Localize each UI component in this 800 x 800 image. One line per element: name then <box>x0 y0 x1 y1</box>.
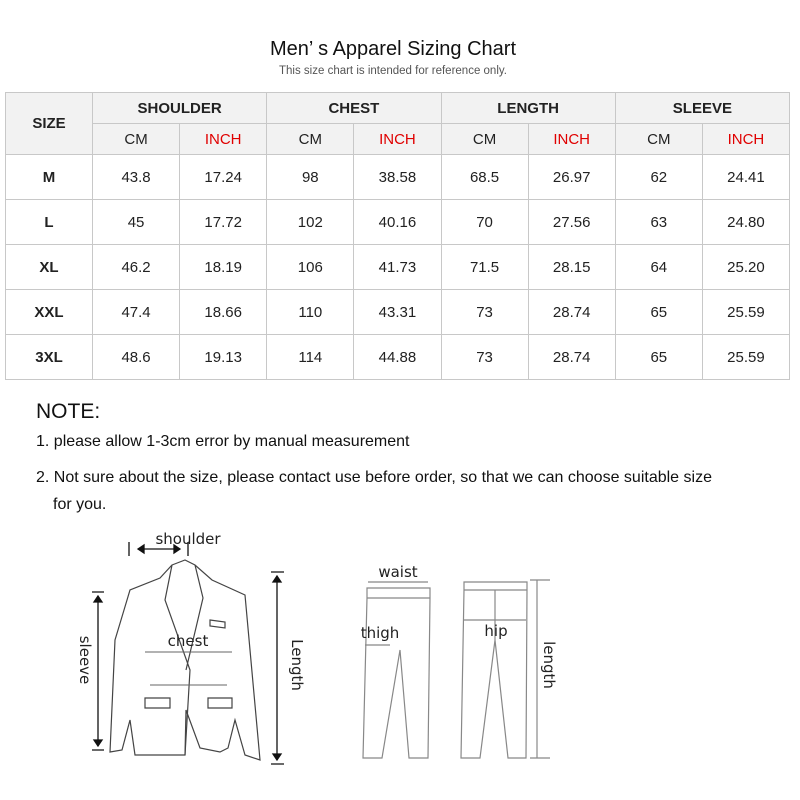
value-cell: 73 <box>441 335 528 380</box>
unit-header: CM <box>615 124 702 155</box>
note-item: 1. please allow 1-3cm error by manual measurement <box>36 433 410 450</box>
note-heading: NOTE: <box>36 400 101 423</box>
value-cell: 17.24 <box>180 155 267 200</box>
value-cell: 110 <box>267 290 354 335</box>
table-row <box>6 335 790 380</box>
label-length-jacket: Length <box>288 639 306 691</box>
label-shoulder: shoulder <box>155 530 221 548</box>
value-cell: 24.80 <box>702 200 789 245</box>
table-row <box>6 200 790 245</box>
value-cell: 68.5 <box>441 155 528 200</box>
label-length-pants: length <box>540 641 558 689</box>
value-cell: 17.72 <box>180 200 267 245</box>
table-row <box>6 155 790 200</box>
label-thigh: thigh <box>360 624 400 642</box>
group-header: SHOULDER <box>93 93 267 124</box>
value-cell: 25.59 <box>702 335 789 380</box>
value-cell: 44.88 <box>354 335 441 380</box>
unit-header: INCH <box>528 124 615 155</box>
value-cell: 43.8 <box>93 155 180 200</box>
page-title: Men’ s Apparel Sizing Chart <box>269 38 517 60</box>
label-waist: waist <box>378 563 418 581</box>
value-cell: 48.6 <box>93 335 180 380</box>
value-cell: 43.31 <box>354 290 441 335</box>
size-table <box>5 92 790 380</box>
value-cell: 40.16 <box>354 200 441 245</box>
value-cell: 106 <box>267 245 354 290</box>
value-cell: 46.2 <box>93 245 180 290</box>
pants-back-drawing <box>461 580 550 758</box>
value-cell: 64 <box>615 245 702 290</box>
label-sleeve: sleeve <box>76 635 94 685</box>
value-cell: 18.66 <box>180 290 267 335</box>
value-cell: 65 <box>615 335 702 380</box>
note-item: for you. <box>53 496 107 513</box>
value-cell: 114 <box>267 335 354 380</box>
size-cell: XL <box>6 245 93 290</box>
pants-front-drawing <box>360 582 430 758</box>
unit-header: CM <box>441 124 528 155</box>
value-cell: 102 <box>267 200 354 245</box>
value-cell: 63 <box>615 200 702 245</box>
unit-header: INCH <box>702 124 789 155</box>
value-cell: 19.13 <box>180 335 267 380</box>
value-cell: 26.97 <box>528 155 615 200</box>
size-cell: XXL <box>6 290 93 335</box>
value-cell: 25.59 <box>702 290 789 335</box>
value-cell: 24.41 <box>702 155 789 200</box>
value-cell: 18.19 <box>180 245 267 290</box>
table-row <box>6 245 790 290</box>
group-header: SLEEVE <box>615 93 789 124</box>
label-chest: chest <box>167 632 209 650</box>
measurement-diagram <box>60 520 570 780</box>
note-item: 2. Not sure about the size, please contact use before order, so that we can choose suitable size <box>36 469 712 486</box>
value-cell: 28.74 <box>528 290 615 335</box>
value-cell: 41.73 <box>354 245 441 290</box>
label-hip: hip <box>484 622 508 640</box>
unit-header: INCH <box>180 124 267 155</box>
size-cell: L <box>6 200 93 245</box>
size-cell: M <box>6 155 93 200</box>
value-cell: 27.56 <box>528 200 615 245</box>
value-cell: 38.58 <box>354 155 441 200</box>
value-cell: 62 <box>615 155 702 200</box>
group-header: LENGTH <box>441 93 615 124</box>
value-cell: 70 <box>441 200 528 245</box>
size-header: SIZE <box>6 93 93 155</box>
value-cell: 65 <box>615 290 702 335</box>
value-cell: 73 <box>441 290 528 335</box>
page-subtitle: This size chart is intended for reference only. <box>279 65 507 77</box>
unit-header: INCH <box>354 124 441 155</box>
unit-header: CM <box>267 124 354 155</box>
value-cell: 47.4 <box>93 290 180 335</box>
value-cell: 28.74 <box>528 335 615 380</box>
group-header: CHEST <box>267 93 441 124</box>
value-cell: 98 <box>267 155 354 200</box>
table-row <box>6 290 790 335</box>
size-cell: 3XL <box>6 335 93 380</box>
unit-header: CM <box>93 124 180 155</box>
value-cell: 71.5 <box>441 245 528 290</box>
value-cell: 25.20 <box>702 245 789 290</box>
value-cell: 28.15 <box>528 245 615 290</box>
jacket-drawing <box>110 560 260 760</box>
value-cell: 45 <box>93 200 180 245</box>
